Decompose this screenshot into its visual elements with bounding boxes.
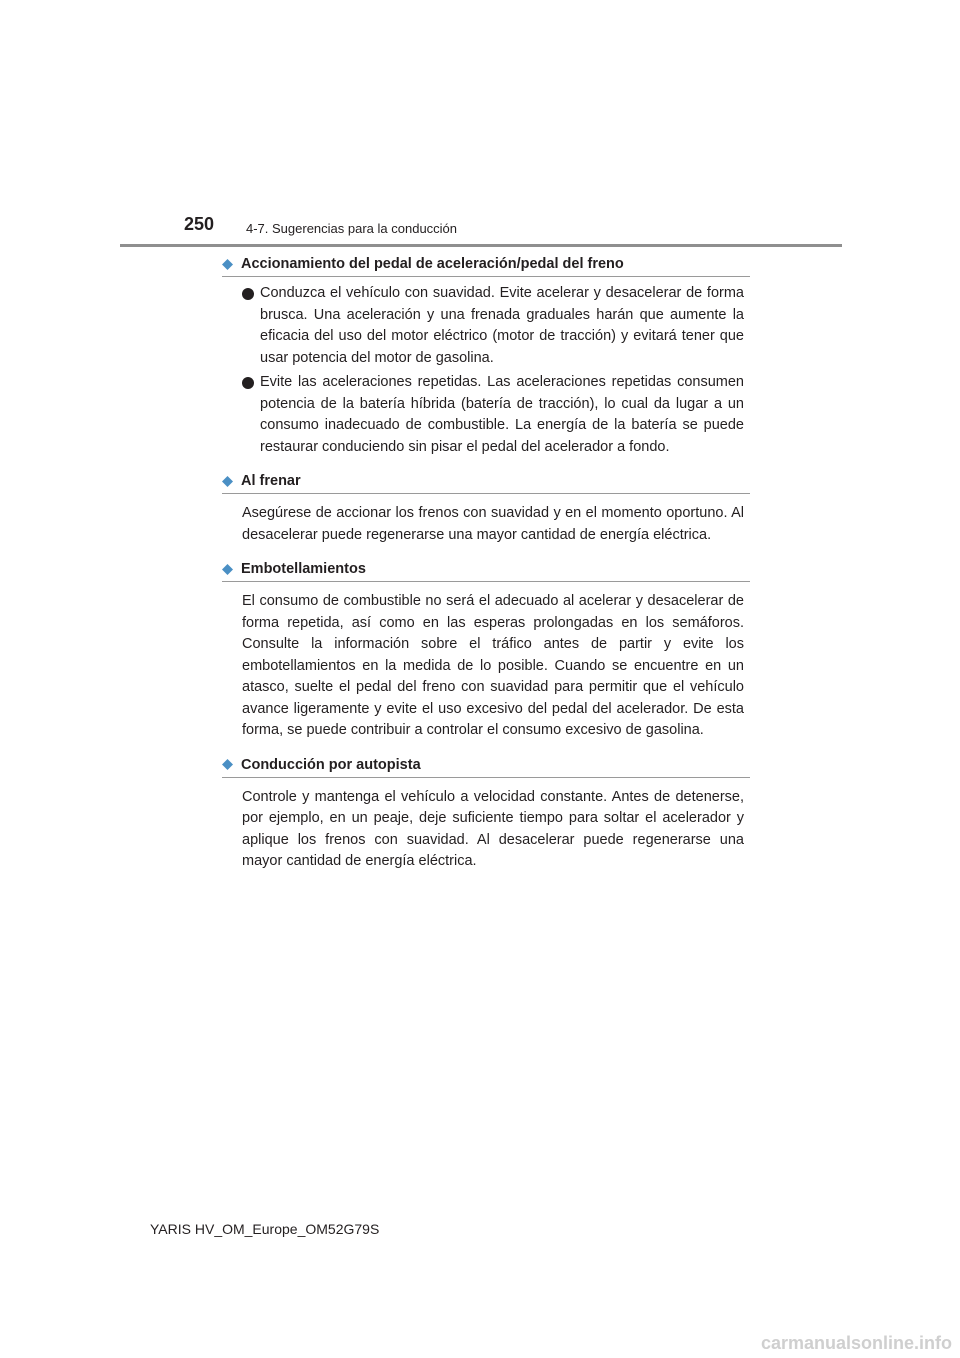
section-heading-text: Embotellamientos bbox=[241, 561, 366, 577]
diamond-bullet-icon bbox=[222, 476, 233, 487]
section-heading-text: Al frenar bbox=[241, 473, 301, 489]
section-heading bbox=[222, 252, 750, 277]
list-item-text: Conduzca el vehículo con suavidad. Evite acelerar y desacelerar de forma brusca. Una aceleración y una frenada graduales harán que aumente la eficacia del uso del motor eléctrico (motor de tracción) y evitará tener que usar potencia del motor de gasolina. bbox=[260, 285, 744, 366]
section-pedal bbox=[222, 252, 750, 458]
section-paragraph: El consumo de combustible no será el adecuado al acelerar y desacelerar de forma repetida, así como en las esperas prolongadas en los semáforos. Consulte la información sobre el tráfico antes de partir y evite los embotellamientos en la medida de lo posible. Cuando se encuentre en un atasco, suelte el pedal del freno con suavidad para permitir que el vehículo avance ligeramente y evite el uso excesivo del pedal del acelerador. De esta forma, se puede contribuir a controlar el consumo excesivo de gasolina. bbox=[242, 593, 744, 738]
diamond-bullet-icon bbox=[222, 259, 233, 270]
list-item-text: Evite las aceleraciones repetidas. Las aceleraciones repetidas consumen potencia de la batería híbrida (batería de tracción), lo cual da lugar a un consumo inadecuado de combustible. La energía de la batería se puede restaurar conduciendo sin pisar el pedal del acelerador a fondo. bbox=[260, 374, 744, 455]
bullet-dot-icon bbox=[242, 283, 260, 305]
section-heading bbox=[222, 557, 750, 582]
section-breadcrumb: 4-7. Sugerencias para la conducción bbox=[246, 221, 458, 236]
diamond-bullet-icon bbox=[222, 759, 233, 770]
section-highway bbox=[222, 753, 750, 873]
page-content bbox=[222, 252, 750, 884]
bullet-dot-icon bbox=[242, 372, 260, 394]
section-braking bbox=[222, 469, 750, 546]
page-number: 250 bbox=[184, 214, 215, 234]
section-paragraph: Controle y mantenga el vehículo a velocidad constante. Antes de detenerse, por ejemplo, en un peaje, deje suficiente tiempo para soltar el acelerador y aplique los frenos con suavidad. Al desacelerar puede regenerarse una mayor cantidad de energía eléctrica. bbox=[242, 788, 744, 869]
document-code: YARIS HV_OM_Europe_OM52G79S bbox=[150, 1221, 380, 1237]
section-traffic-jams bbox=[222, 557, 750, 742]
section-heading-text: Accionamiento del pedal de aceleración/pedal del freno bbox=[241, 256, 624, 272]
header-divider bbox=[120, 244, 842, 247]
section-heading bbox=[222, 753, 750, 778]
section-paragraph: Asegúrese de accionar los frenos con suavidad y en el momento oportuno. Al desacelerar puede regenerarse una mayor cantidad de energía eléctrica. bbox=[242, 505, 744, 543]
section-heading bbox=[222, 469, 750, 494]
list-item bbox=[242, 372, 744, 458]
section-heading-text: Conducción por autopista bbox=[241, 756, 421, 773]
watermark: carmanualsonline.info bbox=[760, 1333, 952, 1353]
list-item bbox=[242, 283, 744, 369]
diamond-bullet-icon bbox=[222, 564, 233, 575]
